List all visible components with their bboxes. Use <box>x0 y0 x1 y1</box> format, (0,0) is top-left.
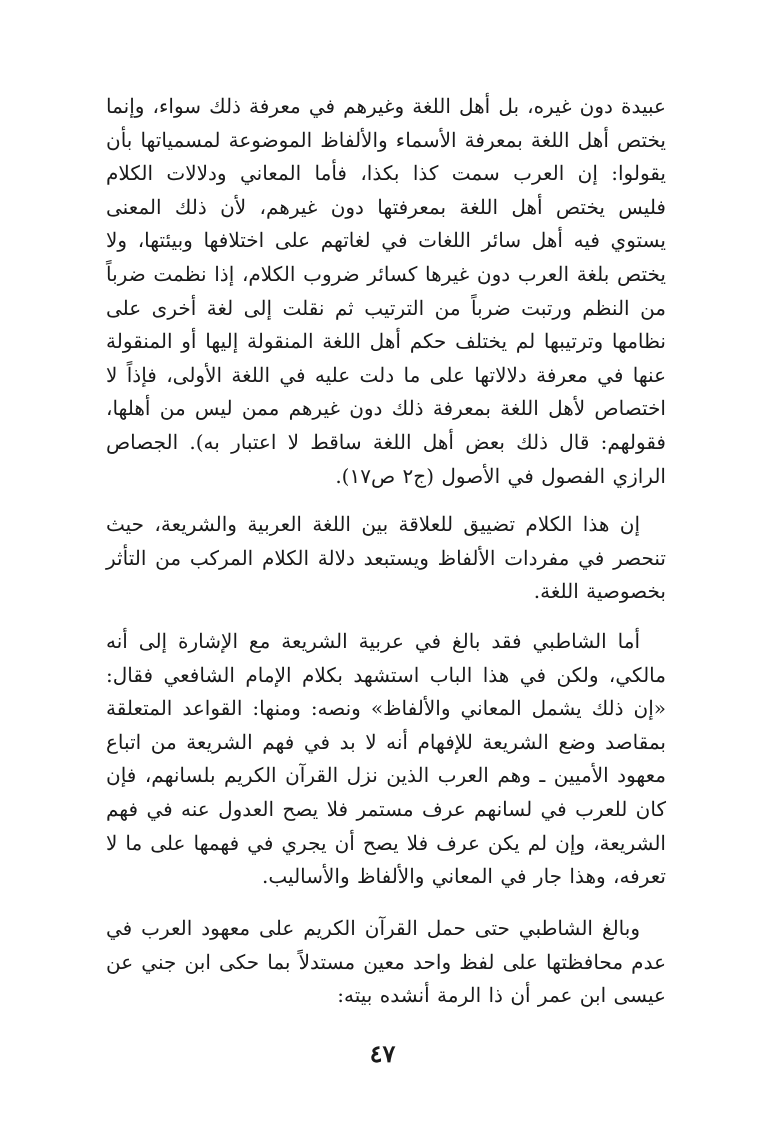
paragraph-3: أما الشاطبي فقد بالغ في عربية الشريعة مع الإشارة إلى أنه مالكي، ولكن في هذا الباب استشهد بكلام الإمام الشافعي فقال: «إن ذلك يشمل المعاني والألفاظ» ونصه: ومنها: القواعد المتعلقة بمقاصد وضع الشريعة للإفهام أنه لا بد في فهم الشريعة من اتباع معهود الأميين ـ وهم العرب الذين نزل القرآن الكريم بلسانهم، فإن كان للعرب في لسانهم عرف مستمر فلا يصح العدول عنه في فهم الشريعة، وإن لم يكن عرف فلا يصح أن يجري في فهمها على ما لا تعرفه، وهذا جار في المعاني والألفاظ والأساليب. <box>106 629 666 889</box>
paragraph-block-1 <box>106 90 666 493</box>
paragraph-block-3 <box>106 625 666 894</box>
page-number: ٤٧ <box>369 1039 396 1068</box>
paragraph-block-2 <box>106 508 666 609</box>
paragraph-4: وبالغ الشاطبي حتى حمل القرآن الكريم على معهود العرب في عدم محافظتها على لفظ واحد معين مستدلاً بما حكى ابن جني عن عيسى ابن عمر أن ذا الرمة أنشده بيته: <box>106 916 666 1008</box>
paragraph-2: إن هذا الكلام تضييق للعلاقة بين اللغة العربية والشريعة، حيث تنحصر في مفردات الألفاظ ويستبعد دلالة الكلام المركب من التأثر بخصوصية اللغة. <box>106 512 666 604</box>
paragraph-1: عبيدة دون غيره، بل أهل اللغة وغيرهم في معرفة ذلك سواء، وإنما يختص أهل اللغة بمعرفة الأسماء والألفاظ الموضوعة لمسمياتها بأن يقولوا: إن العرب سمت كذا بكذا، فأما المعاني ودلالات الكلام فليس يختص أهل اللغة بمعرفتها دون غيرهم، لأن ذلك المعنى يستوي فيه أهل سائر اللغات في لغاتهم على اختلافها وبيئتها، ولا يختص بلغة العرب دون غيرها كسائر ضروب الكلام، إذا نظمت ضرباً من النظم ورتبت ضرباً من الترتيب ثم نقلت إلى لغة أخرى على نظامها وترتيبها لم يختلف حكم أهل اللغة المنقولة إليها أو المنقولة عنها في معرفة دلالاتها على ما دلت عليه في اللغة الأولى، فإذاً لا اختصاص لأهل اللغة بمعرفة ذلك دون غيرهم ممن ليس من أهلها، فقولهم: قال ذلك بعض أهل اللغة ساقط لا اعتبار به). الجصاص الرازي الفصول في الأصول (ج٢ ص١٧). <box>106 94 666 488</box>
paragraph-block-4 <box>106 912 666 1013</box>
